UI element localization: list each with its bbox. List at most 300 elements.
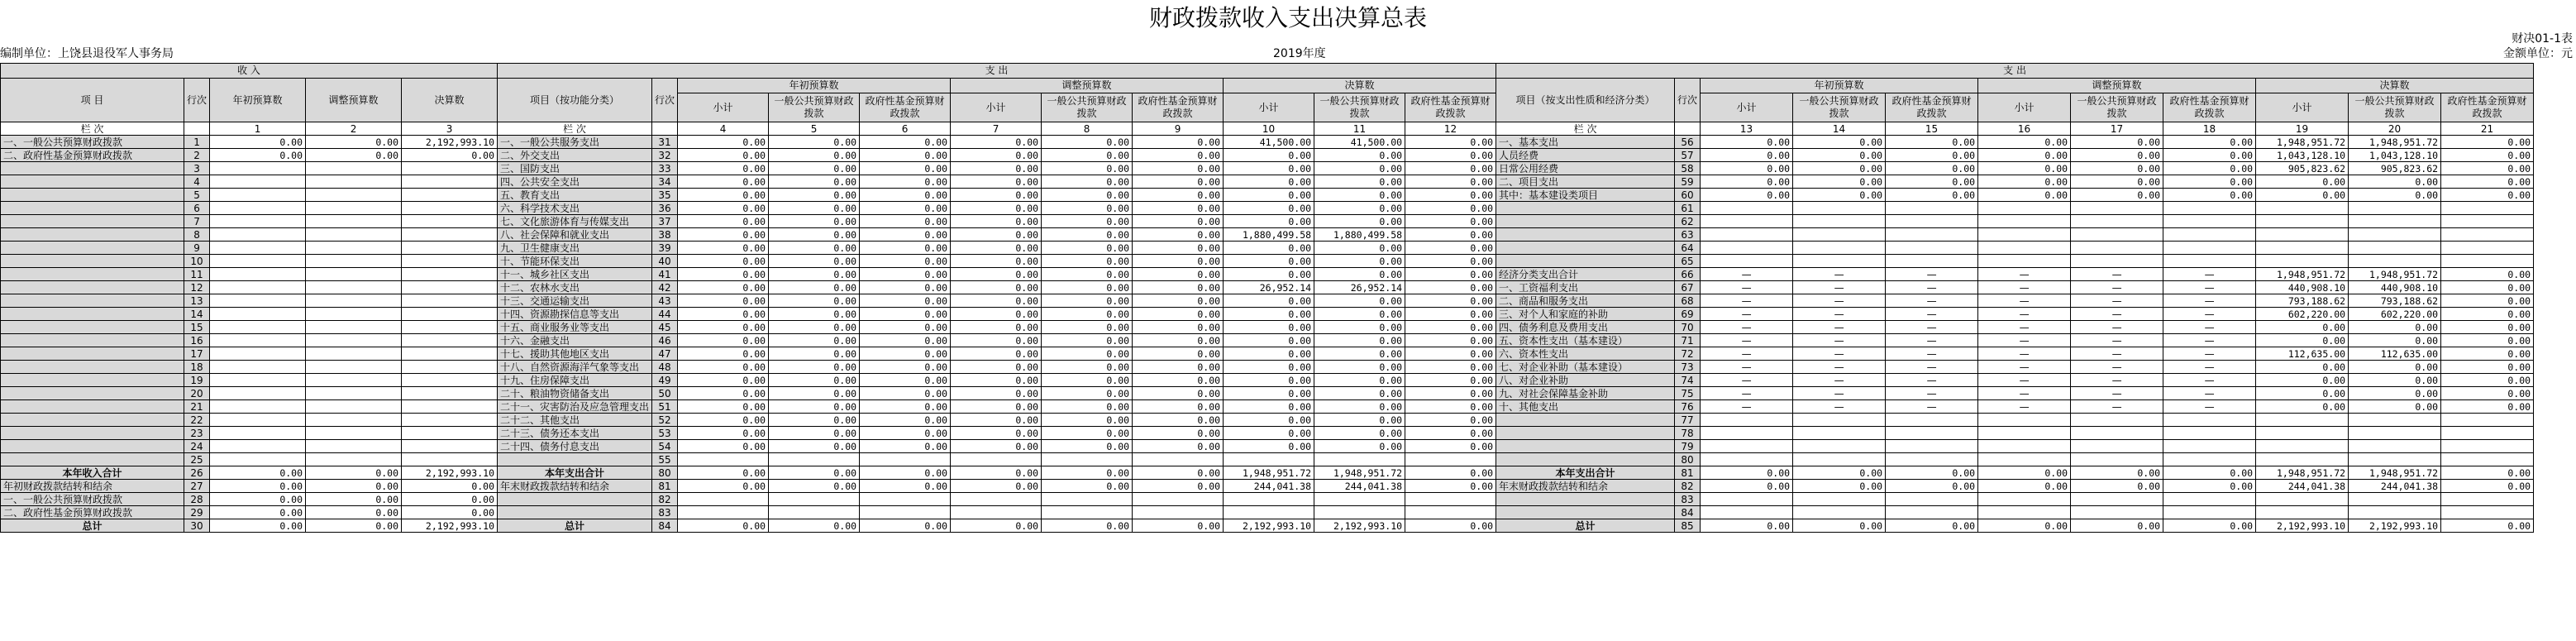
func-value xyxy=(1224,506,1314,519)
func-value: 0.00 xyxy=(1042,361,1133,374)
econ-value: — xyxy=(2071,281,2163,294)
func-value: 0.00 xyxy=(1405,347,1496,361)
func-value: 0.00 xyxy=(769,294,860,308)
func-value: 0.00 xyxy=(860,400,951,414)
func-value: 0.00 xyxy=(678,427,769,440)
econ-value: — xyxy=(2071,308,2163,321)
income-item xyxy=(1,361,184,374)
income-final xyxy=(402,308,498,321)
econ-value: — xyxy=(2163,400,2256,414)
econ-value: — xyxy=(1978,294,2071,308)
income-item: 总计 xyxy=(1,519,184,533)
econ-value: 112,635.00 xyxy=(2256,347,2349,361)
lanci-rowno xyxy=(184,122,210,136)
func-value: 0.00 xyxy=(1133,162,1224,175)
econ-value: 0.00 xyxy=(2441,175,2534,189)
econ-value: 0.00 xyxy=(2349,374,2441,387)
econ-value: — xyxy=(1886,334,1978,347)
econ-value: 0.00 xyxy=(2256,334,2349,347)
income-final xyxy=(402,228,498,242)
func-item: 二十一、灾害防治及应急管理支出 xyxy=(498,400,652,414)
econ-value xyxy=(2163,506,2256,519)
func-value: 0.00 xyxy=(1133,519,1224,533)
func-row-no: 33 xyxy=(652,162,678,175)
func-value: 0.00 xyxy=(860,281,951,294)
econ-value xyxy=(2349,228,2441,242)
func-value: 0.00 xyxy=(769,162,860,175)
econ-row-no: 65 xyxy=(1675,255,1701,268)
econ-value: — xyxy=(1793,281,1886,294)
econ-value xyxy=(2256,506,2349,519)
func-item: 二十二、其他支出 xyxy=(498,414,652,427)
lanci-label: 栏 次 xyxy=(1,122,184,136)
func-value: 0.00 xyxy=(860,519,951,533)
econ-value: 0.00 xyxy=(2071,519,2163,533)
func-value: 0.00 xyxy=(678,136,769,149)
column-number: 2 xyxy=(306,122,402,136)
func-item: 四、公共安全支出 xyxy=(498,175,652,189)
econ-row-no: 58 xyxy=(1675,162,1701,175)
func-value: 0.00 xyxy=(860,361,951,374)
econ-value xyxy=(2441,228,2534,242)
income-initial: 0.00 xyxy=(210,506,306,519)
econ-item: 总计 xyxy=(1496,519,1675,533)
func-value: 244,041.38 xyxy=(1314,480,1405,493)
table-row xyxy=(1,136,2534,149)
income-row-no: 1 xyxy=(184,136,210,149)
func-row-no: 40 xyxy=(652,255,678,268)
func-value: 0.00 xyxy=(1133,321,1224,334)
income-initial xyxy=(210,334,306,347)
econ-value: 0.00 xyxy=(2163,466,2256,480)
column-number: 1 xyxy=(210,122,306,136)
func-value: 0.00 xyxy=(1405,175,1496,189)
income-item xyxy=(1,175,184,189)
income-row-no: 7 xyxy=(184,215,210,228)
func-value xyxy=(769,453,860,466)
income-final: 0.00 xyxy=(402,480,498,493)
header-spend-econ: 支 出 xyxy=(1496,64,2534,79)
header-fund: 政府性基金预算财政拨款 xyxy=(2441,93,2534,122)
func-row-no: 81 xyxy=(652,480,678,493)
income-item xyxy=(1,427,184,440)
func-value: 0.00 xyxy=(769,202,860,215)
income-initial xyxy=(210,189,306,202)
func-item: 二、外交支出 xyxy=(498,149,652,162)
econ-value: — xyxy=(1886,347,1978,361)
econ-value: 0.00 xyxy=(2441,308,2534,321)
table-row xyxy=(1,268,2534,281)
func-value: 0.00 xyxy=(951,268,1042,281)
econ-value xyxy=(1886,215,1978,228)
func-value: 0.00 xyxy=(1224,440,1314,453)
econ-value xyxy=(2071,242,2163,255)
lanci-label: 栏 次 xyxy=(1496,122,1675,136)
header-row-no-3: 行次 xyxy=(1675,79,1701,122)
func-value: 0.00 xyxy=(860,414,951,427)
income-item xyxy=(1,440,184,453)
econ-value: 0.00 xyxy=(1978,519,2071,533)
table-row xyxy=(1,294,2534,308)
table-row xyxy=(1,440,2534,453)
func-value: 0.00 xyxy=(1224,347,1314,361)
income-final xyxy=(402,453,498,466)
func-value: 41,500.00 xyxy=(1224,136,1314,149)
income-final xyxy=(402,202,498,215)
econ-value: — xyxy=(2163,334,2256,347)
func-value: 0.00 xyxy=(1042,268,1133,281)
func-value: 0.00 xyxy=(678,162,769,175)
econ-value: — xyxy=(1701,334,1793,347)
income-item xyxy=(1,202,184,215)
econ-value: — xyxy=(1793,308,1886,321)
econ-value: — xyxy=(1978,268,2071,281)
func-value: 0.00 xyxy=(769,255,860,268)
func-value: 0.00 xyxy=(1405,321,1496,334)
func-value: 0.00 xyxy=(1224,308,1314,321)
header-general: 一般公共预算财政拨款 xyxy=(2349,93,2441,122)
income-initial xyxy=(210,427,306,440)
econ-value: 0.00 xyxy=(2256,387,2349,400)
func-item: 十四、资源勘探信息等支出 xyxy=(498,308,652,321)
func-value: 0.00 xyxy=(1042,427,1133,440)
econ-value xyxy=(1701,493,1793,506)
econ-item xyxy=(1496,427,1675,440)
econ-item: 一、工资福利支出 xyxy=(1496,281,1675,294)
econ-value xyxy=(2071,453,2163,466)
econ-row-no: 76 xyxy=(1675,400,1701,414)
econ-value xyxy=(1886,440,1978,453)
func-row-no: 43 xyxy=(652,294,678,308)
econ-value: 905,823.62 xyxy=(2256,162,2349,175)
econ-row-no: 84 xyxy=(1675,506,1701,519)
econ-value: — xyxy=(1978,334,2071,347)
econ-value: 0.00 xyxy=(1793,480,1886,493)
econ-row-no: 81 xyxy=(1675,466,1701,480)
header-general: 一般公共预算财政拨款 xyxy=(1793,93,1886,122)
income-adjusted xyxy=(306,374,402,387)
econ-item: 日常公用经费 xyxy=(1496,162,1675,175)
econ-value xyxy=(1701,255,1793,268)
column-number: 3 xyxy=(402,122,498,136)
econ-value: 602,220.00 xyxy=(2349,308,2441,321)
func-value: 0.00 xyxy=(1405,480,1496,493)
func-value: 0.00 xyxy=(860,268,951,281)
econ-value: 0.00 xyxy=(1978,175,2071,189)
func-value xyxy=(1405,453,1496,466)
econ-value: 0.00 xyxy=(2441,374,2534,387)
income-row-no: 30 xyxy=(184,519,210,533)
econ-value xyxy=(2256,427,2349,440)
func-row-no: 48 xyxy=(652,361,678,374)
table-row xyxy=(1,414,2534,427)
func-value: 0.00 xyxy=(951,387,1042,400)
header-fund: 政府性基金预算财政拨款 xyxy=(860,93,951,122)
income-final xyxy=(402,268,498,281)
func-row-no: 36 xyxy=(652,202,678,215)
econ-value: 0.00 xyxy=(2441,321,2534,334)
econ-value xyxy=(2349,427,2441,440)
func-value: 0.00 xyxy=(860,308,951,321)
func-row-no: 31 xyxy=(652,136,678,149)
econ-value xyxy=(2441,202,2534,215)
func-value: 0.00 xyxy=(1314,414,1405,427)
econ-value: 0.00 xyxy=(2349,400,2441,414)
func-value: 0.00 xyxy=(678,347,769,361)
income-final xyxy=(402,334,498,347)
income-initial: 0.00 xyxy=(210,136,306,149)
lanci-label: 栏 次 xyxy=(498,122,652,136)
econ-value xyxy=(2349,506,2441,519)
econ-value xyxy=(2256,215,2349,228)
econ-row-no: 75 xyxy=(1675,387,1701,400)
income-item xyxy=(1,414,184,427)
func-value: 0.00 xyxy=(769,334,860,347)
econ-row-no: 79 xyxy=(1675,440,1701,453)
func-row-no: 42 xyxy=(652,281,678,294)
income-final xyxy=(402,414,498,427)
func-value: 0.00 xyxy=(1224,149,1314,162)
econ-value xyxy=(1701,414,1793,427)
econ-value: 0.00 xyxy=(1701,480,1793,493)
econ-value: 0.00 xyxy=(1701,136,1793,149)
econ-value xyxy=(2349,493,2441,506)
func-value: 0.00 xyxy=(1133,215,1224,228)
header-spend: 支 出 xyxy=(498,64,1496,79)
econ-value: — xyxy=(1978,347,2071,361)
income-adjusted xyxy=(306,202,402,215)
econ-value xyxy=(2349,414,2441,427)
income-item xyxy=(1,281,184,294)
income-adjusted xyxy=(306,255,402,268)
column-number: 12 xyxy=(1405,122,1496,136)
func-value: 0.00 xyxy=(951,466,1042,480)
econ-value: — xyxy=(1886,281,1978,294)
table-row xyxy=(1,228,2534,242)
econ-item: 七、对企业补助（基本建设） xyxy=(1496,361,1675,374)
econ-value xyxy=(1793,414,1886,427)
column-number: 14 xyxy=(1793,122,1886,136)
econ-value: 0.00 xyxy=(2349,321,2441,334)
column-number: 7 xyxy=(951,122,1042,136)
func-value: 0.00 xyxy=(1042,215,1133,228)
table-row xyxy=(1,255,2534,268)
func-value: 0.00 xyxy=(1314,387,1405,400)
func-value: 0.00 xyxy=(1133,294,1224,308)
income-final: 2,192,993.10 xyxy=(402,466,498,480)
func-value: 0.00 xyxy=(860,136,951,149)
econ-value xyxy=(1793,202,1886,215)
func-value xyxy=(860,493,951,506)
func-value: 0.00 xyxy=(1314,215,1405,228)
func-row-no: 49 xyxy=(652,374,678,387)
column-number: 19 xyxy=(2256,122,2349,136)
income-item xyxy=(1,162,184,175)
econ-value xyxy=(2441,453,2534,466)
econ-row-no: 59 xyxy=(1675,175,1701,189)
econ-item: 二、项目支出 xyxy=(1496,175,1675,189)
func-row-no: 53 xyxy=(652,427,678,440)
func-value: 0.00 xyxy=(951,281,1042,294)
econ-value xyxy=(1978,427,2071,440)
func-value: 0.00 xyxy=(1224,242,1314,255)
income-item xyxy=(1,268,184,281)
econ-value: — xyxy=(1886,268,1978,281)
func-value: 0.00 xyxy=(951,255,1042,268)
econ-value: — xyxy=(1793,294,1886,308)
income-adjusted xyxy=(306,189,402,202)
econ-value: 0.00 xyxy=(1793,175,1886,189)
func-value: 0.00 xyxy=(860,189,951,202)
econ-value xyxy=(1701,453,1793,466)
column-number: 21 xyxy=(2441,122,2534,136)
func-value: 0.00 xyxy=(1042,519,1133,533)
econ-value: 0.00 xyxy=(2441,281,2534,294)
func-value: 0.00 xyxy=(1314,321,1405,334)
func-value: 41,500.00 xyxy=(1314,136,1405,149)
header-item-func: 项目（按功能分类） xyxy=(498,79,652,122)
income-row-no: 22 xyxy=(184,414,210,427)
func-value xyxy=(678,493,769,506)
func-value: 2,192,993.10 xyxy=(1224,519,1314,533)
econ-value xyxy=(2071,228,2163,242)
econ-item xyxy=(1496,255,1675,268)
econ-value: 0.00 xyxy=(2163,136,2256,149)
lanci-rowno xyxy=(652,122,678,136)
income-item xyxy=(1,255,184,268)
econ-value xyxy=(1793,228,1886,242)
table-row xyxy=(1,242,2534,255)
income-initial xyxy=(210,347,306,361)
func-item: 年末财政拨款结转和结余 xyxy=(498,480,652,493)
econ-item xyxy=(1496,215,1675,228)
budget-table xyxy=(0,63,2534,533)
econ-item: 六、资本性支出 xyxy=(1496,347,1675,361)
header-final: 决算数 xyxy=(402,79,498,122)
econ-value: — xyxy=(1701,347,1793,361)
econ-value: 0.00 xyxy=(1793,136,1886,149)
income-initial: 0.00 xyxy=(210,480,306,493)
func-value: 0.00 xyxy=(860,202,951,215)
func-row-no: 34 xyxy=(652,175,678,189)
econ-value: 0.00 xyxy=(2163,149,2256,162)
econ-value: — xyxy=(1886,374,1978,387)
func-value: 0.00 xyxy=(860,480,951,493)
table-row xyxy=(1,427,2534,440)
table-row xyxy=(1,453,2534,466)
income-row-no: 10 xyxy=(184,255,210,268)
income-adjusted xyxy=(306,294,402,308)
econ-item: 九、对社会保障基金补助 xyxy=(1496,387,1675,400)
econ-value: 0.00 xyxy=(1886,466,1978,480)
econ-value xyxy=(2071,427,2163,440)
econ-value: 0.00 xyxy=(2441,480,2534,493)
func-value: 0.00 xyxy=(1042,149,1133,162)
func-value: 0.00 xyxy=(1224,268,1314,281)
func-value: 2,192,993.10 xyxy=(1314,519,1405,533)
income-initial: 0.00 xyxy=(210,466,306,480)
func-value: 0.00 xyxy=(678,334,769,347)
income-adjusted: 0.00 xyxy=(306,519,402,533)
func-value xyxy=(1224,453,1314,466)
func-value: 0.00 xyxy=(1224,189,1314,202)
econ-item: 年末财政拨款结转和结余 xyxy=(1496,480,1675,493)
econ-value xyxy=(2256,242,2349,255)
func-value: 0.00 xyxy=(951,361,1042,374)
econ-value: 0.00 xyxy=(1886,136,1978,149)
income-initial xyxy=(210,374,306,387)
func-item: 十二、农林水支出 xyxy=(498,281,652,294)
func-value: 0.00 xyxy=(678,175,769,189)
table-row xyxy=(1,400,2534,414)
econ-row-no: 60 xyxy=(1675,189,1701,202)
header-initial-budget-3: 年初预算数 xyxy=(1701,79,1978,93)
func-value: 0.00 xyxy=(1405,387,1496,400)
func-value: 0.00 xyxy=(1224,255,1314,268)
form-code: 财决01-1表 xyxy=(2512,32,2573,45)
income-row-no: 11 xyxy=(184,268,210,281)
func-value: 0.00 xyxy=(951,321,1042,334)
econ-row-no: 63 xyxy=(1675,228,1701,242)
econ-value: 602,220.00 xyxy=(2256,308,2349,321)
econ-value xyxy=(2441,427,2534,440)
func-value: 0.00 xyxy=(1405,361,1496,374)
econ-value: — xyxy=(1978,387,2071,400)
econ-value: 0.00 xyxy=(1886,175,1978,189)
econ-value: 0.00 xyxy=(1886,149,1978,162)
income-final xyxy=(402,440,498,453)
econ-value: 0.00 xyxy=(2441,387,2534,400)
column-number: 10 xyxy=(1224,122,1314,136)
header-subtotal: 小计 xyxy=(1978,93,2071,122)
econ-value: 1,043,128.10 xyxy=(2349,149,2441,162)
econ-value xyxy=(1978,506,2071,519)
income-item xyxy=(1,334,184,347)
func-row-no: 44 xyxy=(652,308,678,321)
header-general: 一般公共预算财政拨款 xyxy=(1042,93,1133,122)
func-value: 0.00 xyxy=(951,162,1042,175)
func-item: 一、一般公共服务支出 xyxy=(498,136,652,149)
func-value: 0.00 xyxy=(860,162,951,175)
func-item: 十五、商业服务业等支出 xyxy=(498,321,652,334)
income-row-no: 8 xyxy=(184,228,210,242)
table-row xyxy=(1,175,2534,189)
econ-value: 0.00 xyxy=(1978,480,2071,493)
econ-value: 0.00 xyxy=(2071,189,2163,202)
econ-value: 0.00 xyxy=(1701,519,1793,533)
func-value: 0.00 xyxy=(1405,149,1496,162)
func-value xyxy=(1133,506,1224,519)
header-fund: 政府性基金预算财政拨款 xyxy=(1133,93,1224,122)
func-row-no: 41 xyxy=(652,268,678,281)
header-row-no: 行次 xyxy=(184,79,210,122)
econ-value: 0.00 xyxy=(1978,149,2071,162)
func-value: 0.00 xyxy=(678,414,769,427)
func-row-no: 54 xyxy=(652,440,678,453)
func-value: 0.00 xyxy=(769,175,860,189)
econ-value: — xyxy=(2071,400,2163,414)
column-number: 13 xyxy=(1701,122,1793,136)
func-value: 0.00 xyxy=(860,321,951,334)
func-value: 0.00 xyxy=(1314,440,1405,453)
econ-value xyxy=(2163,453,2256,466)
func-value: 0.00 xyxy=(1042,374,1133,387)
econ-row-no: 70 xyxy=(1675,321,1701,334)
func-value: 1,948,951.72 xyxy=(1314,466,1405,480)
func-value: 0.00 xyxy=(1042,228,1133,242)
func-value: 0.00 xyxy=(1405,281,1496,294)
econ-value xyxy=(2256,440,2349,453)
